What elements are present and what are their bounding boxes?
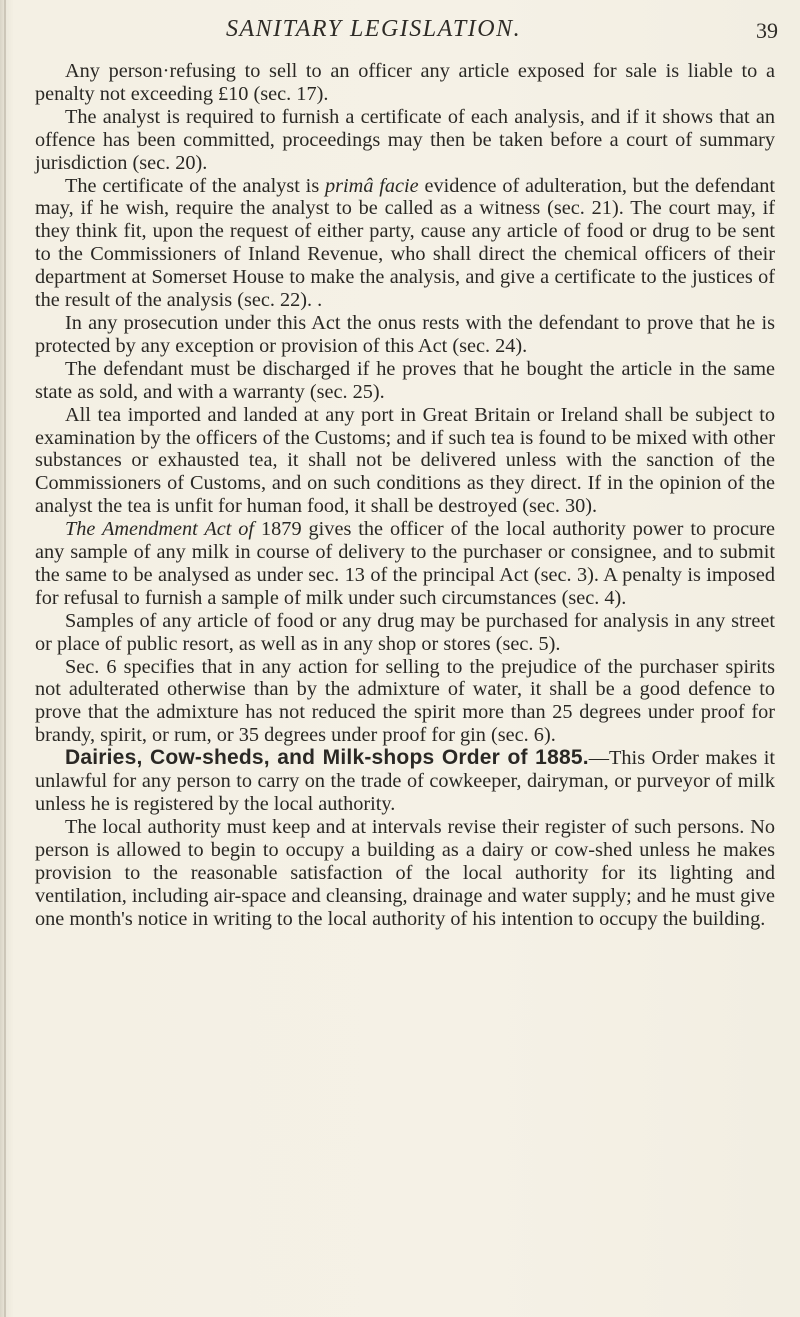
paragraph	[35, 404, 775, 519]
paragraph	[35, 816, 775, 931]
paragraph	[35, 656, 775, 748]
binding-gutter	[4, 0, 6, 1317]
paragraph	[35, 747, 775, 816]
text-run: The analyst is required to furnish a certificate of each analysis, and if it shows that an offence has been committed, proceedings may then be taken before a court of summary jurisdiction (sec. 20).	[35, 105, 775, 174]
paragraph	[35, 60, 775, 106]
body-text	[35, 60, 775, 930]
text-run: Any person·refusing to sell to an officer any article exposed for sale is liable to a penalty not exceeding £10 (sec. 17).	[35, 60, 775, 105]
text-run: The local authority must keep and at intervals revise their register of such persons. No person is allowed to begin to occupy a building as a dairy or cow-shed unless he makes provision to the reasonable satisfaction of the local authority for its lighting and ventilation, including air-space and cleansing, drainage and water supply; and he must give one month's notice in writing to the local authority of his intention to occupy the building.	[35, 815, 775, 930]
text-run: 1879 gives the officer of the local authority power to procure any sample of any milk in course of delivery to the purchaser or consignee, and to submit the same to be analysed as under sec. 13 of the principal Act (sec. 3). A penalty is imposed for refusal to furnish a sample of milk under such circumstances (sec. 4).	[35, 518, 775, 609]
paragraph	[35, 518, 775, 610]
running-head: SANITARY LEGISLATION.	[226, 16, 522, 42]
section-heading: Dairies, Cow-sheds, and Milk-shops Order of 1885.	[65, 746, 589, 770]
text-run: Samples of any article of food or any drug may be purchased for analysis in any street or place of public resort, as well as in any shop or stores (sec. 5).	[35, 609, 775, 655]
text-run: All tea imported and landed at any port in Great Britain or Ireland shall be subject to examination by the officers of the Customs; and if such tea is found to be mixed with other substances or exhausted tea, it shall not be delivered unless with the sanction of the Commissioners of Customs, and on such conditions as they direct. If in the opinion of the analyst the tea is unfit for human food, it shall be destroyed (sec. 30).	[35, 403, 775, 518]
text-run: In any prosecution under this Act the onus rests with the defendant to prove that he is protected by any exception or provision of this Act (sec. 24).	[35, 311, 775, 357]
page-number: 39	[756, 18, 778, 43]
paragraph	[35, 106, 775, 175]
text-run: The defendant must be discharged if he proves that he bought the article in the same state as sold, and with a warranty (sec. 25).	[35, 357, 775, 403]
paragraph	[35, 610, 775, 656]
text-run: —This Order makes it unlawful for any person to carry on the trade of cowkeeper, dairyman, or purveyor of milk unless he is registered by the local authority.	[35, 747, 775, 815]
text-run: evidence of adulteration, but the defendant may, if he wish, require the analyst to be called as a witness (sec. 21). The court may, if they think fit, upon the request of either party, cause any article of food or drug to be sent to the Commissioners of Inland Revenue, who shall direct the chemical officers of their department at Somerset House to make the analysis, and give a certificate to the justices of the result of the analysis (sec. 22). .	[35, 174, 775, 312]
paragraph	[35, 175, 775, 312]
paragraph	[35, 358, 775, 404]
paragraph	[35, 312, 775, 358]
italic-term: primâ facie	[325, 174, 419, 197]
text-run: The certificate of the analyst is	[65, 174, 326, 197]
text-run: Sec. 6 specifies that in any action for selling to the prejudice of the purchaser spirits not adulterated otherwise than by the admixture of water, it shall be a good defence to prove that the admixture has not reduced the spirit more than 25 degrees under proof for brandy, spirit, or rum, or 35 degrees under proof for gin (sec. 6).	[35, 655, 775, 747]
italic-act-title: The Amendment Act of	[65, 518, 255, 541]
